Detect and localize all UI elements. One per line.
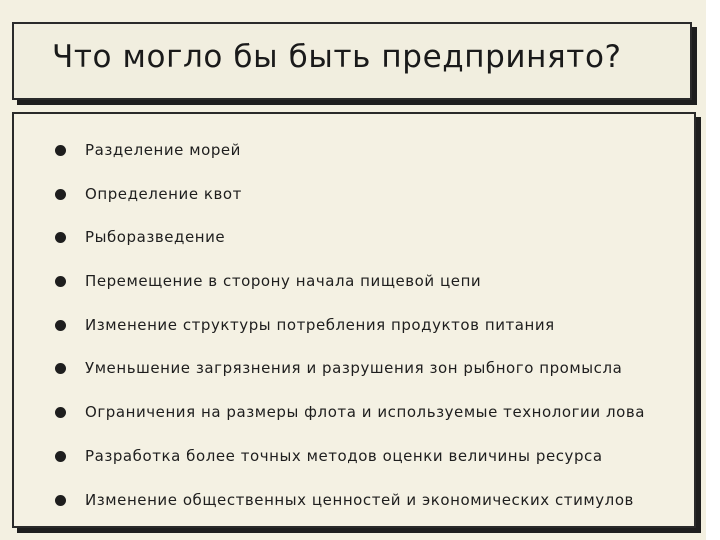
list-item-text: Рыборазведение bbox=[85, 228, 226, 247]
list-item-text: Разработка более точных методов оценки величины ресурса bbox=[85, 446, 603, 465]
list-item-text: Ограничения на размеры флота и используемые технологии лова bbox=[85, 403, 645, 422]
list-item bbox=[52, 316, 645, 360]
title-box bbox=[12, 22, 692, 100]
list-item bbox=[52, 403, 645, 447]
bullet-icon bbox=[55, 189, 66, 200]
bullet-icon bbox=[55, 495, 66, 506]
content-box bbox=[12, 112, 696, 528]
bullet-icon bbox=[55, 363, 66, 374]
list-item bbox=[52, 447, 645, 491]
list-item-text: Изменение общественных ценностей и экономических стимулов bbox=[85, 490, 634, 509]
bullet-icon bbox=[55, 407, 66, 418]
list-item bbox=[52, 228, 645, 272]
page-edge bbox=[706, 0, 720, 540]
list-item-text: Разделение морей bbox=[85, 141, 241, 159]
slide-title: Что могло бы быть предпринято? bbox=[52, 39, 622, 75]
list-item-text: Изменение структуры потребления продуктов питания bbox=[85, 315, 555, 334]
bullet-icon bbox=[55, 276, 66, 287]
list-item bbox=[52, 272, 645, 316]
list-item bbox=[52, 185, 645, 229]
list-item-text: Перемещение в сторону начала пищевой цепи bbox=[85, 272, 482, 291]
list-item-text: Определение квот bbox=[85, 184, 242, 203]
list-item bbox=[52, 491, 645, 535]
list-item-text: Уменьшение загрязнения и разрушения зон рыбного промысла bbox=[85, 359, 623, 378]
bullet-list bbox=[52, 141, 645, 534]
bullet-icon bbox=[55, 451, 66, 462]
bullet-icon bbox=[55, 320, 66, 331]
list-item bbox=[52, 359, 645, 403]
bullet-icon bbox=[55, 145, 66, 156]
bullet-icon bbox=[55, 232, 66, 243]
list-item bbox=[52, 141, 645, 185]
